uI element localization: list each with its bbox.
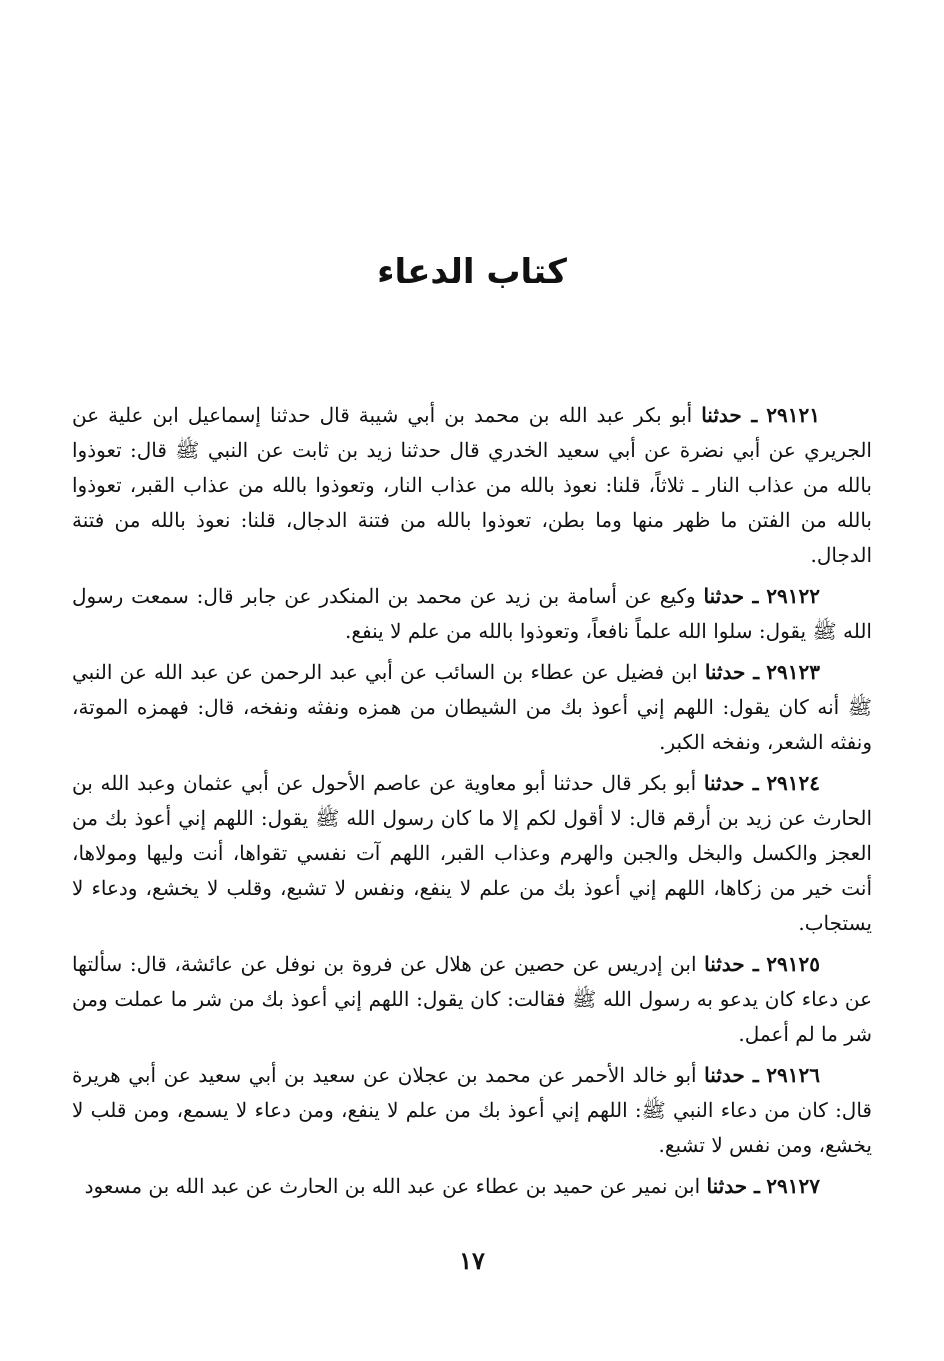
hadith-intro: ـ حدثنا <box>704 660 760 684</box>
page-number: ١٧ <box>459 1246 485 1275</box>
hadith-29122 <box>72 579 872 649</box>
hadith-intro: ـ حدثنا <box>706 1174 760 1198</box>
hadith-list <box>72 398 872 1210</box>
hadith-number: ٢٩١٢١ <box>766 403 820 427</box>
hadith-text: ابن إدريس عن حصين عن هلال عن فروة بن نوفل عن عائشة، قال: سألتها عن دعاء كان يدعو به رسول الله ﷺ فقالت: كان يقول: اللهم إني أعوذ بك من شر ما عملت ومن شر ما لم أعمل. <box>72 952 872 1046</box>
hadith-number: ٢٩١٢٧ <box>766 1174 820 1198</box>
chapter-title: كتاب الدعاء <box>377 252 567 292</box>
hadith-text: وكيع عن أسامة بن زيد عن محمد بن المنكدر عن جابر قال: سمعت رسول الله ﷺ يقول: سلوا الله علماً نافعاً، وتعوذوا بالله من علم لا ينفع. <box>72 584 872 643</box>
hadith-29126 <box>72 1058 872 1163</box>
hadith-text: أبو بكر قال حدثنا أبو معاوية عن عاصم الأحول عن أبي عثمان وعبد الله بن الحارث عن زيد بن أرقم قال: لا أقول لكم إلا ما كان رسول الله ﷺ يقول: اللهم إني أعوذ بك من العجز والكسل والبخل والجبن والهرم وعذاب القبر، اللهم آت نفسي تقواها، أنت وليها ومولاها، أنت خير من زكاها، اللهم إني أعوذ بك من علم لا ينفع، ونفس لا تشبع، وقلب لا يخشع، ودعاء لا يستجاب. <box>72 771 872 935</box>
hadith-number: ٢٩١٢٥ <box>766 952 820 976</box>
hadith-intro: ـ حدثنا <box>704 952 759 976</box>
hadith-29124 <box>72 766 872 941</box>
hadith-text: أبو خالد الأحمر عن محمد بن عجلان عن سعيد بن أبي سعيد عن أبي هريرة قال: كان من دعاء النبي ﷺ: اللهم إني أعوذ بك من علم لا ينفع، ومن دعاء لا يسمع، ومن قلب لا يخشع، ومن نفس لا تشبع. <box>72 1063 872 1157</box>
hadith-number: ٢٩١٢٣ <box>766 660 821 684</box>
hadith-intro: ـ حدثنا <box>701 403 758 427</box>
hadith-intro: ـ حدثنا <box>703 771 759 795</box>
hadith-text: ابن نمير عن حميد بن عطاء عن عبد الله بن الحارث عن عبد الله بن مسعود <box>84 1174 701 1198</box>
hadith-text: ابن فضيل عن عطاء بن السائب عن أبي عبد الرحمن عن عبد الله عن النبي ﷺ أنه كان يقول: اللهم إني أعوذ بك من الشيطان من همزه ونفثه ونفخه، قال: فهمزه الموتة، ونفثه الشعر، ونفخه الكبر. <box>72 660 872 754</box>
hadith-text: أبو بكر عبد الله بن محمد بن أبي شيبة قال حدثنا إسماعيل ابن علية عن الجريري عن أبي نضرة عن أبي سعيد الخدري قال حدثنا زيد بن ثابت عن النبي ﷺ قال: تعوذوا بالله من عذاب النار ـ ثلاثاً، قلنا: نعوذ بالله من عذاب النار، وتعوذوا بالله من عذاب القبر، تعوذوا بالله من الفتن ما ظهر منها وما بطن، تعوذوا بالله من فتنة الدجال، قلنا: نعوذ بالله من فتنة الدجال. <box>72 403 872 567</box>
hadith-number: ٢٩١٢٦ <box>766 1063 821 1087</box>
hadith-number: ٢٩١٢٢ <box>766 584 820 608</box>
hadith-29125 <box>72 947 872 1052</box>
hadith-intro: ـ حدثنا <box>703 584 759 608</box>
hadith-29121 <box>72 398 872 573</box>
hadith-intro: ـ حدثنا <box>704 1063 759 1087</box>
hadith-29127 <box>72 1169 872 1204</box>
hadith-number: ٢٩١٢٤ <box>766 771 821 795</box>
hadith-29123 <box>72 655 872 760</box>
